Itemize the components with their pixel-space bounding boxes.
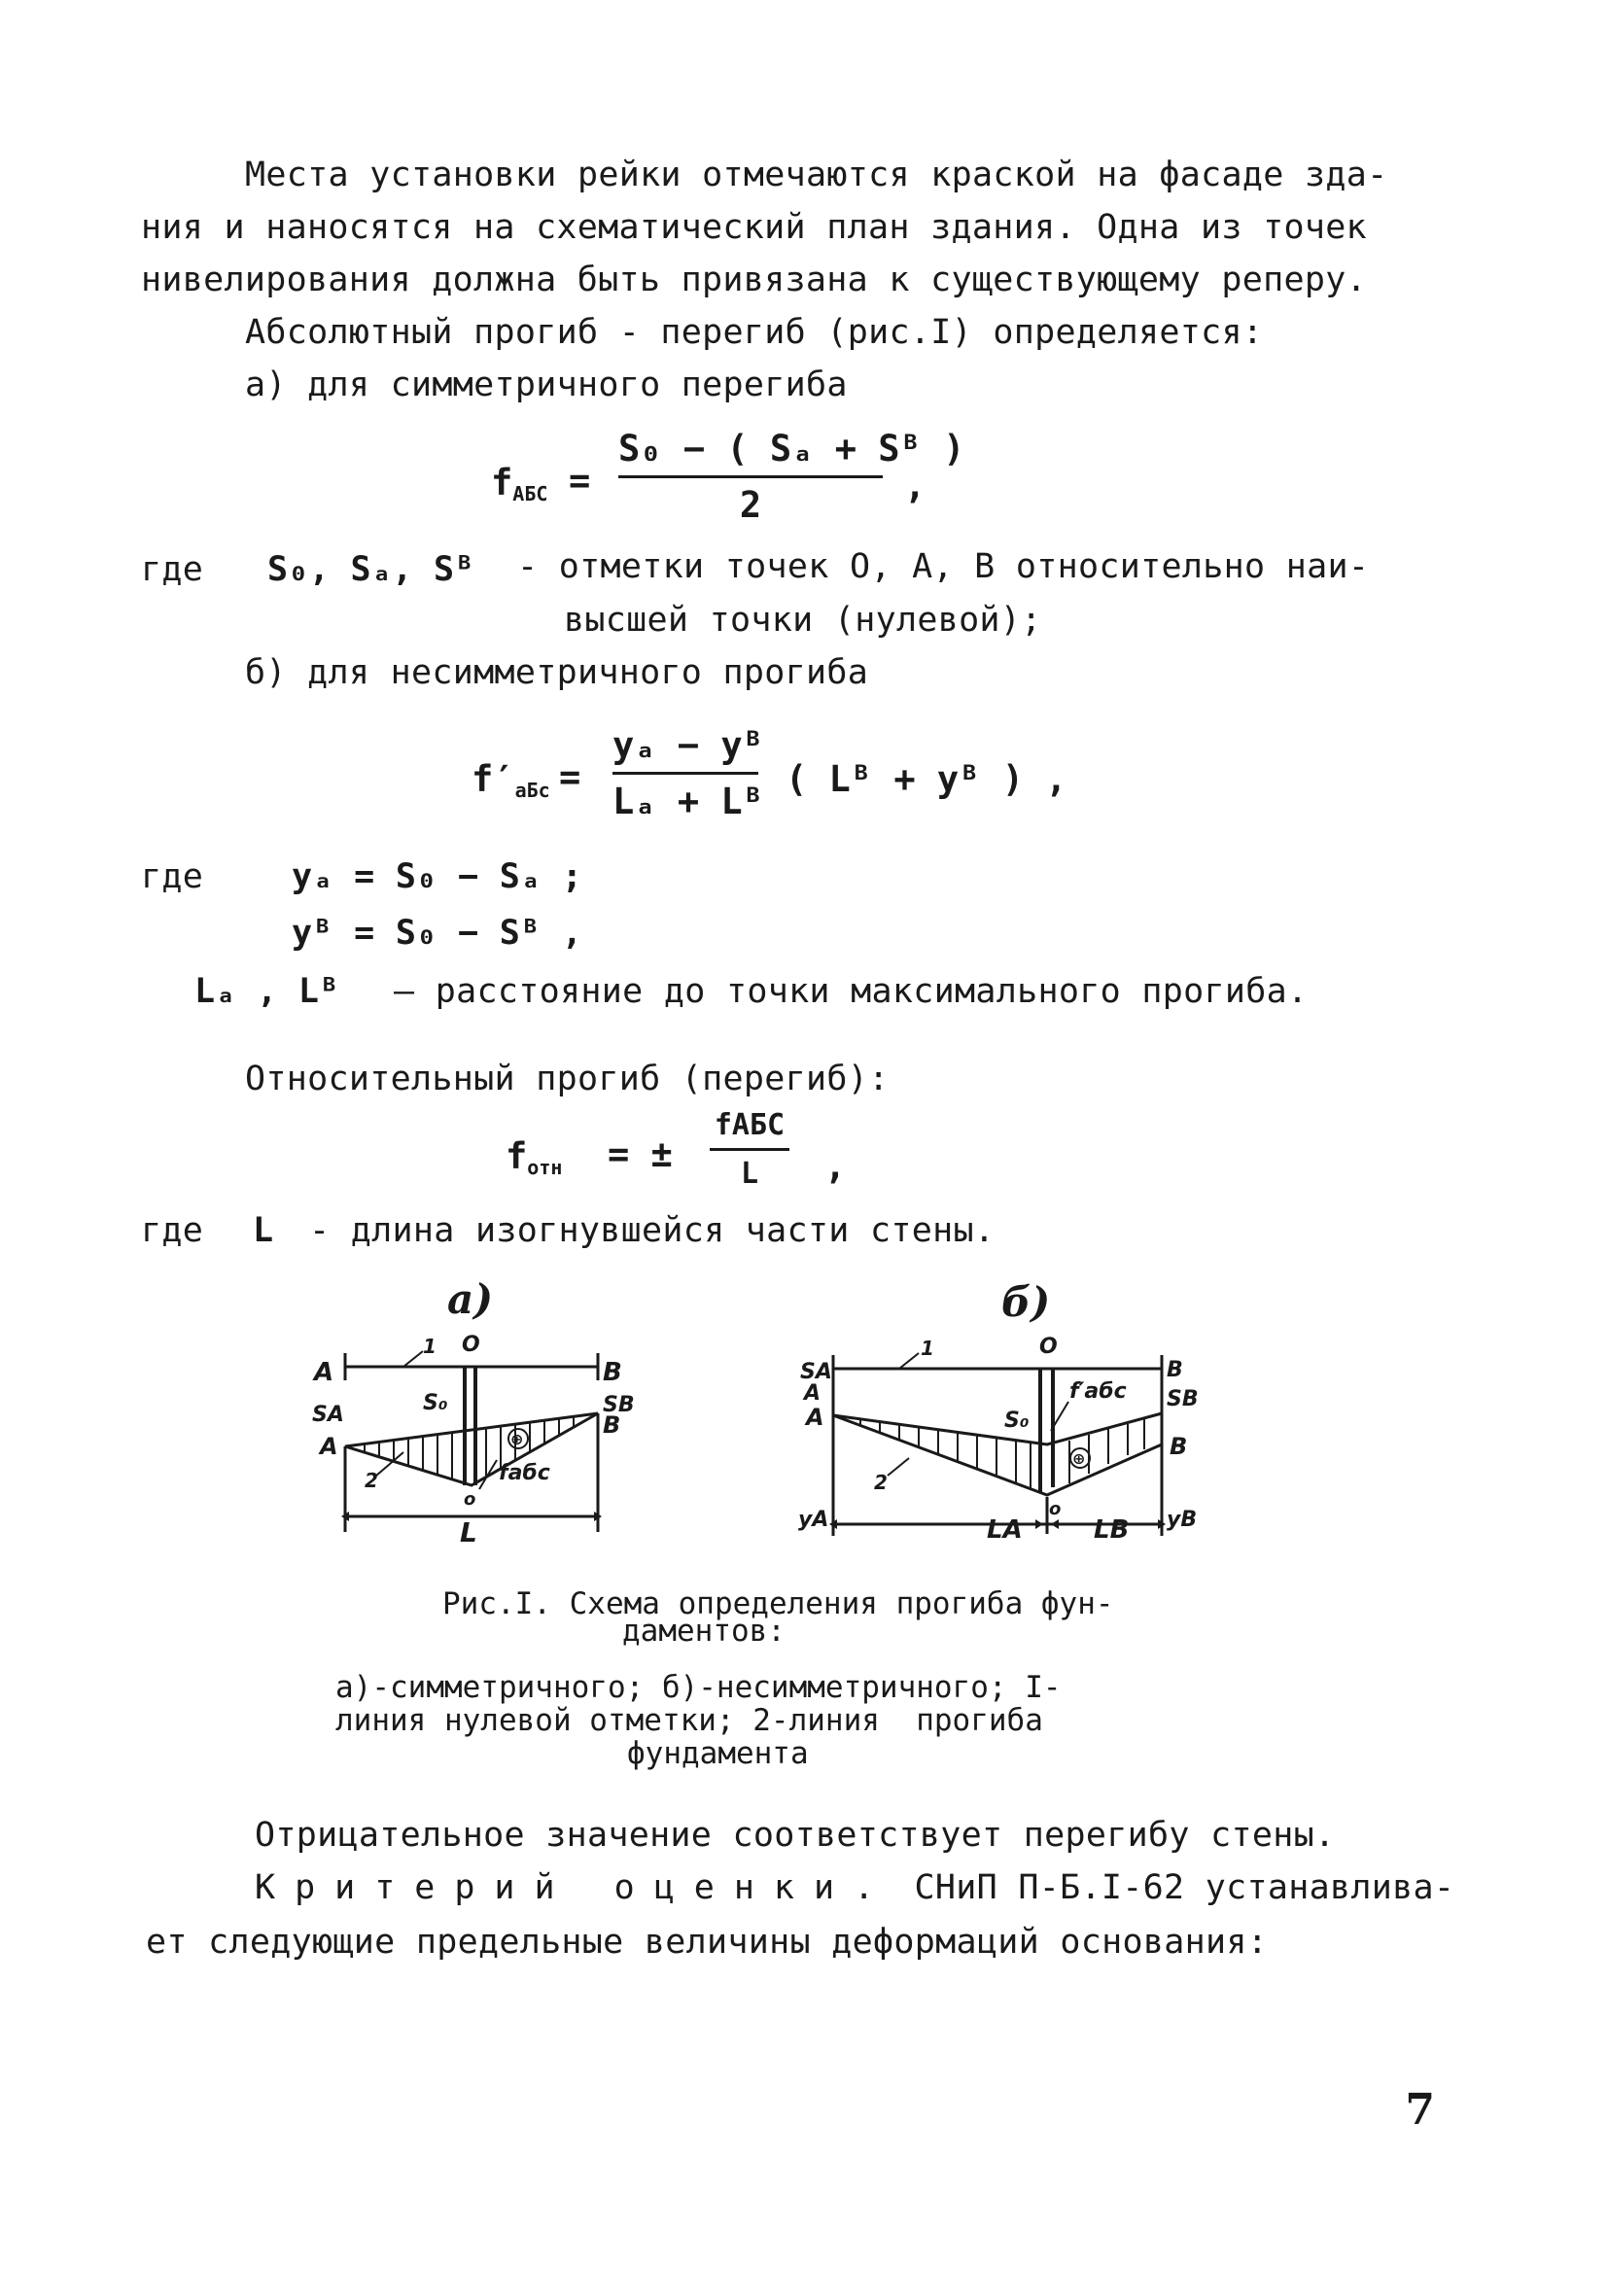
figure-b-label-A-top: A: [804, 1381, 821, 1406]
figure-a-label-SB: SB: [603, 1393, 635, 1417]
figure-b-label-A: A: [806, 1404, 824, 1431]
figure-caption-line: фундамента: [627, 1736, 809, 1771]
formula-3-fraction: [710, 1108, 789, 1191]
formula-1-numerator: S₀ − ( Sₐ + Sᴮ ): [618, 428, 883, 478]
figure-caption-line: даментов:: [622, 1614, 786, 1649]
page-number: 7: [1405, 2085, 1435, 2135]
figure-b-label-fabc: f′абс: [1069, 1379, 1127, 1404]
figure-b-label-B: B: [1170, 1433, 1188, 1460]
where-definition: высшей точки (нулевой);: [564, 601, 1042, 640]
figure-b-label-SB: SB: [1167, 1387, 1199, 1411]
figure-a-label-A: A: [314, 1358, 334, 1387]
figure-b-label-yA: yA: [798, 1508, 829, 1532]
paragraph-line: [255, 1868, 1454, 1907]
figure-a-label-1: 1: [423, 1335, 437, 1358]
where-equation: yᴮ = S₀ − Sᴮ ,: [292, 914, 583, 953]
formula-1-fraction: [618, 428, 965, 526]
formula-2-equals: =: [559, 756, 581, 798]
formula-3-lhs: $f_{отн}$: [506, 1135, 563, 1179]
formula-2-tail: ( Lᴮ + yᴮ ) ,: [786, 758, 1067, 800]
paragraph-line: ния и наносятся на схематический план здания. Одна из точек: [141, 208, 1367, 247]
formula-2-numerator: yₐ − yᴮ: [612, 724, 758, 775]
figure-a-plus: ⊕: [510, 1430, 524, 1448]
figure-label-a: а): [447, 1275, 494, 1323]
where-definition: - отметки точек O, A, B относительно наи-: [517, 547, 1370, 586]
figure-b-label-S0: S₀: [1004, 1409, 1030, 1433]
where-definition: – расстояние до точки максимального прогиба.: [394, 972, 1309, 1011]
paragraph-line: Места установки рейки отмечаются краской на фасаде зда-: [245, 156, 1388, 194]
formula-1-denominator: 2: [739, 484, 762, 526]
figure-b-label-yB: yB: [1167, 1508, 1198, 1532]
formula-3-comma: ,: [824, 1145, 847, 1187]
figure-b-label-o: o: [1049, 1499, 1062, 1519]
formula-3-equals: = ±: [608, 1133, 673, 1175]
figure-b-label-LA: LA: [987, 1515, 1023, 1545]
figure-a-label-B: B: [603, 1358, 622, 1387]
figure-b-plus: ⊕: [1072, 1449, 1086, 1468]
formula-3-numerator: fАБС: [710, 1108, 789, 1151]
figure-a-label-O: O: [462, 1333, 480, 1357]
paragraph-continuation: СНиП П-Б.I-62 устанавлива-: [893, 1868, 1455, 1907]
spaced-heading: Критерий оценки.: [255, 1868, 894, 1907]
formula-1-lhs: $f_{АБС}$: [491, 462, 548, 505]
figure-a-label-SA: SA: [312, 1403, 344, 1427]
where-equation: yₐ = S₀ − Sₐ ;: [292, 857, 583, 896]
figure-a-label-S0: S₀: [423, 1391, 448, 1415]
figure-b-label-1: 1: [921, 1337, 934, 1360]
formula-2-fraction: [612, 724, 764, 822]
figure-a-label-o: o: [464, 1489, 476, 1510]
figure-a-label-A2: A: [320, 1433, 338, 1460]
where-label: где: [141, 550, 204, 589]
figure-label-b: б): [1001, 1278, 1051, 1326]
paragraph-line: Абсолютный прогиб - перегиб (рис.I) определяется:: [245, 313, 1264, 352]
where-symbols: Lₐ , Lᴮ: [194, 972, 340, 1011]
paragraph-line: Отрицательное значение соответствует перегибу стены.: [255, 1816, 1336, 1855]
formula-2-lhs: $f'_{аБс}$: [472, 758, 550, 802]
where-label: где: [141, 857, 204, 896]
figure-a-diagram: [306, 1332, 637, 1546]
formula-1-equals: =: [569, 460, 591, 502]
where-definition: - длина изогнувшейся части стены.: [309, 1211, 996, 1250]
paragraph-line: б) для несимметричного прогиба: [245, 653, 869, 692]
figure-caption-line: линия нулевой отметки; 2-линия прогиба: [335, 1703, 1043, 1738]
figure-caption-line: а)-симметричного; б)-несимметричного; I-: [335, 1670, 1062, 1705]
figure-b-label-O: O: [1039, 1335, 1058, 1359]
figure-b-label-SA: SA: [800, 1360, 832, 1384]
where-symbols: L: [253, 1211, 274, 1250]
figure-a-label-2: 2: [365, 1469, 378, 1492]
paragraph-line: а) для симметричного перегиба: [245, 365, 848, 404]
paragraph-line: Относительный прогиб (перегиб):: [245, 1060, 890, 1098]
figure-a-label-fabc: fабс: [499, 1461, 550, 1485]
where-symbols: S₀, Sₐ, Sᴮ: [267, 550, 475, 589]
figure-a-label-B2: B: [603, 1411, 621, 1439]
figure-a-label-L: L: [460, 1516, 477, 1546]
formula-1-comma: ,: [904, 465, 926, 506]
paragraph-line: нивелирования должна быть привязана к существующему реперу.: [141, 261, 1367, 299]
figure-b-label-B-top: B: [1167, 1358, 1183, 1382]
paragraph-line: ет следующие предельные величины деформаций основания:: [146, 1923, 1269, 1962]
figure-b-label-LB: LB: [1094, 1515, 1130, 1545]
formula-3-denominator: L: [740, 1157, 759, 1191]
formula-2-denominator: Lₐ + Lᴮ: [612, 781, 764, 822]
figure-b-label-2: 2: [874, 1471, 888, 1494]
where-label: где: [141, 1211, 204, 1250]
figure-b-diagram: [792, 1332, 1210, 1546]
figure-caption-line: Рис.I. Схема определения прогиба фун-: [442, 1586, 1114, 1621]
